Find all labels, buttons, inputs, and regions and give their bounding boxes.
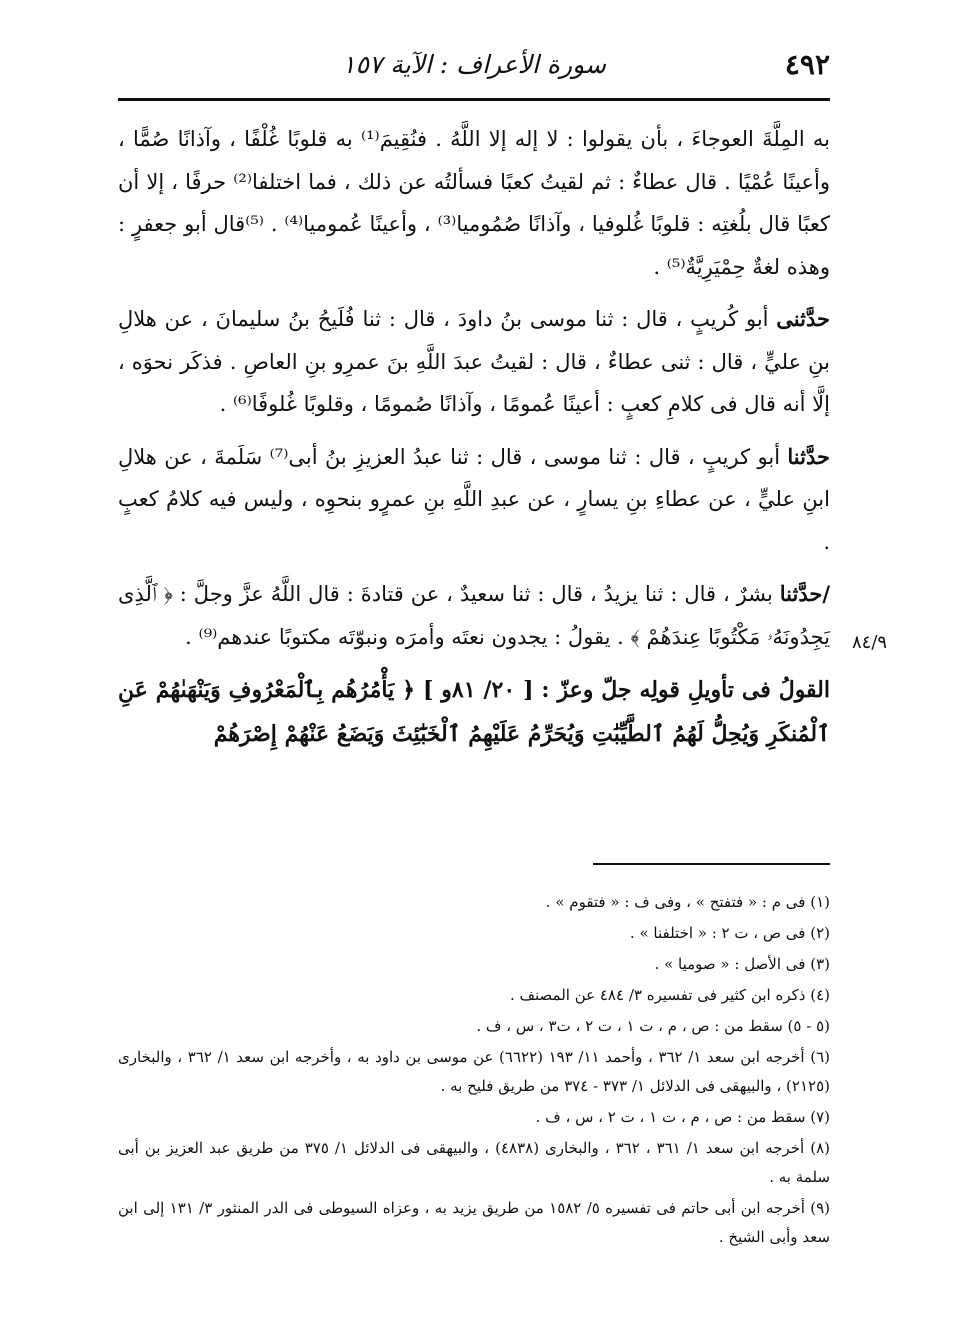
paragraph-5-tafsir-heading: [118, 668, 830, 756]
paragraph-4: [118, 573, 830, 658]
paragraph-3: [118, 436, 830, 564]
footnote-7: (٧) سقط من : ص ، م ، ت ١ ، ت ٢ ، س ، ف .: [535, 1108, 830, 1126]
footnotes: [118, 888, 830, 1254]
page-header: [118, 48, 830, 88]
footnote-5: (٥ - ٥) سقط من : ص ، م ، ت ١ ، ت ٢ ، ت٣ ، س ، ف .: [476, 1017, 830, 1035]
header-rule: [118, 98, 830, 101]
page-number: ٤٩٢: [784, 48, 830, 81]
paragraph-lead: حدَّثنى: [776, 306, 830, 331]
margin-manuscript-note: ٨٤/٩: [852, 632, 888, 653]
running-title: سورة الأعراف : الآية ١٥٧: [342, 50, 606, 79]
paragraph-text: أبو كريبٍ ، قال : ثنا موسى ، قال : ثنا عبدُ العزيزِ بنُ أبى⁽⁷⁾ سَلَمةَ ، عن هلالِ ابنِ عليٍّ ، عن عطاءِ بنِ يسارٍ ، عن عبدِ اللَّهِ بنِ عمرٍو بنحوِه ، وليس فيه كلامُ كعبٍ .: [118, 444, 830, 554]
footnote-2: (٢) فى ص ، ت ٢ : « اختلفنا » .: [629, 924, 830, 942]
paragraph-lead: القولُ فى تأويلِ قولِه جلّ وعزّ :: [541, 677, 830, 703]
paragraph-text: به المِلَّةَ العوجاءَ ، بأن يقولوا : لا إله إلا اللَّهُ . فنُقِيمَ⁽¹⁾ به قلوبًا غُلْفًا ، وآذانًا صُمًّا ، وأعينًا عُمْيًا . قال عطاءٌ : ثم لقيتُ كعبًا فسألتُه عن ذلك ، فما اختلفا⁽²⁾ حرفًا ، إلا أن كعبًا قال بلُغتِه : قلوبًا غُلوفيا ، وآذانًا صُمُوميا⁽³⁾ ، وأعينًا عُموميا⁽⁴⁾ . ⁽⁵⁾قال أبو جعفرٍ : وهذه لغةٌ حِمْيَرِيَّةٌ⁽⁵⁾ .: [118, 127, 831, 279]
footnote-1: (١) فى م : « فتفتح » ، وفى ف : « فتقوم » .: [545, 893, 830, 911]
paragraph-lead: حدَّثنا: [787, 443, 830, 469]
paragraph-2: [118, 298, 830, 426]
paragraph-text: بشرٌ ، قال : ثنا يزيدُ ، قال : ثنا سعيدٌ ، عن قتادةَ : قال اللَّهُ عزَّ وجلَّ : ﴿ ٱلَّذِى يَجِدُونَهُۥ مَكْتُوبًا عِندَهُمْ ﴾ . يقولُ : يجدون نعتَه وأمرَه ونبوّتَه مكتوبًا عندهم⁽⁹⁾ .: [118, 582, 830, 649]
footnote-8: (٨) أخرجه ابن سعد ١/ ٣٦١ ، ٣٦٢ ، والبخارى (٤٨٣٨) ، والبيهقى فى الدلائل ١/ ٣٧٥ من طريق عبد العزيز بن أبى سلمة به .: [118, 1139, 830, 1186]
main-text: [118, 118, 830, 766]
footnote-3: (٣) فى الأصل : « صوميا » .: [654, 955, 830, 973]
paragraph-text: أبو كُريبٍ ، قال : ثنا موسى بنُ داودَ ، قال : ثنا فُلَيحُ بنُ سليمانَ ، عن هلالِ بنِ عليٍّ ، قال : ثنى عطاءٌ ، قال : لقيتُ عبدَ اللَّهِ بنَ عمرِو بنِ العاصِ . فذكَر نحوَه ، إلَّا أنه قال فى كلامِ كعبٍ : أعينًا عُمومًا ، وآذانًا صُمومًا ، وقلوبًا غُلوفًا⁽⁶⁾ .: [118, 307, 830, 416]
paragraph-lead: /حدَّثنا: [779, 581, 830, 606]
footnote-6: (٦) أخرجه ابن سعد ١/ ٣٦٢ ، وأحمد ١١/ ١٩٣ (٦٦٢٢) عن موسى بن داود به ، وأخرجه ابن سعد ١/ ٣٦٢ ، والبخارى (٢١٢٥) ، والبيهقى فى الدلائل ١/ ٣٧٣ - ٣٧٤ من طريق فليح به .: [118, 1048, 830, 1095]
footnote-4: (٤) ذكره ابن كثير فى تفسيره ٣/ ٤٨٤ عن المصنف .: [509, 986, 830, 1004]
paragraph-1: [118, 118, 830, 288]
paragraph-text: [ ٢٠/ ٨١و ] ﴿ يَأْمُرُهُم بِٱلْمَعْرُوفِ وَيَنْهَىٰهُمْ عَنِ ٱلْمُنكَرِ وَيُحِلُّ لَهُمُ ٱلطَّيِّبَٰتِ وَيُحَرِّمُ عَلَيْهِمُ ٱلْخَبَٰٓئِثَ وَيَضَعُ عَنْهُمْ إِصْرَهُمْ: [118, 677, 830, 747]
footnote-rule: [593, 863, 830, 865]
footnote-9: (٩) أخرجه ابن أبى حاتم فى تفسيره ٥/ ١٥٨٢ من طريق يزيد به ، وعزاه السيوطى فى الدر المنثور ٣/ ١٣١ إلى ابن سعد وأبى الشيخ .: [118, 1199, 831, 1246]
